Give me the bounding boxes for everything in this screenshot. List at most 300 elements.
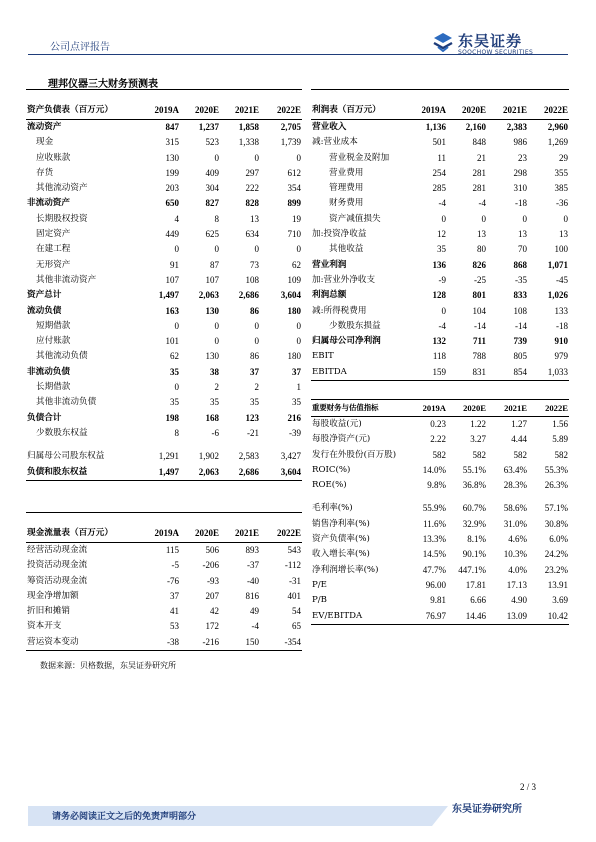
cell-value: 13 bbox=[559, 229, 568, 240]
row-label: 发行在外股份(百万股) bbox=[312, 449, 397, 460]
table-row bbox=[26, 273, 302, 288]
table-row bbox=[311, 547, 569, 562]
table-row bbox=[311, 258, 569, 273]
cell-value: 35 bbox=[292, 397, 301, 408]
cell-value: -35 bbox=[515, 274, 527, 285]
cell-value: 133 bbox=[554, 305, 568, 316]
report-type-label: 公司点评报告 bbox=[50, 42, 110, 53]
cell-value: 159 bbox=[407, 365, 447, 381]
cell-value: 2,960 bbox=[547, 122, 568, 132]
cell-value: -14 bbox=[515, 320, 527, 331]
cell-value: 42 bbox=[210, 606, 219, 617]
spacer-row bbox=[26, 441, 302, 449]
cell-value: 0 bbox=[563, 213, 568, 224]
table-row bbox=[26, 380, 302, 395]
cell-value: 833 bbox=[513, 290, 527, 301]
cell-value: 354 bbox=[287, 183, 301, 194]
cell-value: 315 bbox=[165, 137, 179, 148]
table-header-row bbox=[26, 513, 302, 543]
table-row bbox=[311, 417, 569, 433]
cell-value: 0 bbox=[174, 320, 179, 331]
page-number: 2 / 3 bbox=[519, 782, 536, 792]
cell-value: 17.81 bbox=[465, 579, 486, 590]
cell-value: 180 bbox=[287, 305, 301, 316]
cell-value: 4 bbox=[174, 213, 179, 224]
row-label: 短期借款 bbox=[36, 320, 71, 331]
row-label: 营业利润 bbox=[312, 259, 347, 270]
cell-value: 23.2% bbox=[544, 564, 568, 575]
table-row bbox=[26, 395, 302, 410]
cell-value: 634 bbox=[245, 229, 259, 240]
cell-value: 0 bbox=[214, 244, 219, 255]
cell-value: -45 bbox=[556, 274, 568, 285]
cell-value bbox=[407, 493, 447, 501]
cell-value: 2,583 bbox=[238, 451, 259, 462]
cell-value: 58.6% bbox=[503, 503, 527, 514]
cell-value: -4 bbox=[251, 621, 259, 632]
cell-value: 150 bbox=[220, 635, 260, 651]
cell-value: 24.2% bbox=[544, 549, 568, 560]
cell-value: -9 bbox=[438, 274, 446, 285]
cell-value: 523 bbox=[205, 137, 219, 148]
cell-value: -31 bbox=[289, 575, 301, 586]
cell-value: 3,604 bbox=[260, 465, 302, 481]
table-row bbox=[311, 532, 569, 547]
row-label: 现金净增加额 bbox=[27, 590, 79, 601]
cell-value: 57.1% bbox=[544, 503, 568, 514]
cell-value: -37 bbox=[247, 560, 259, 571]
cell-value: 827 bbox=[205, 198, 219, 209]
table-row bbox=[311, 273, 569, 288]
cell-value: 30.8% bbox=[544, 518, 568, 529]
row-label: 归属母公司净利润 bbox=[312, 336, 381, 347]
cell-value: 625 bbox=[205, 229, 219, 240]
cell-value: 32.9% bbox=[462, 518, 486, 529]
disclaimer-bar bbox=[28, 806, 448, 826]
table-row bbox=[26, 319, 302, 334]
cell-value bbox=[447, 493, 487, 501]
cell-value: 107 bbox=[165, 274, 179, 285]
cell-value: -206 bbox=[202, 560, 219, 571]
cell-value: 612 bbox=[287, 167, 301, 178]
row-label: 其他流动资产 bbox=[36, 183, 88, 194]
row-label: 营业收入 bbox=[312, 122, 347, 132]
cell-value: 254 bbox=[432, 167, 446, 178]
cell-value: 47.7% bbox=[422, 564, 446, 575]
row-label bbox=[26, 441, 138, 449]
cell-value: -354 bbox=[260, 635, 302, 651]
year-header: 2019A bbox=[138, 513, 180, 543]
row-label: 资产负债率(%) bbox=[312, 534, 370, 545]
cell-value: 2,705 bbox=[280, 122, 301, 132]
table-header-row bbox=[311, 90, 569, 120]
row-label: 加:投资净收益 bbox=[312, 229, 367, 240]
cell-value: 54 bbox=[292, 606, 301, 617]
cell-value: 297 bbox=[245, 167, 259, 178]
row-label: ROE(%) bbox=[312, 480, 347, 491]
footer-org: 东吴证券研究所 bbox=[452, 804, 522, 815]
table-title: 资产负债表（百万元） bbox=[26, 90, 138, 120]
table-row bbox=[311, 304, 569, 319]
cell-value: 63.4% bbox=[503, 464, 527, 475]
cell-value bbox=[220, 441, 260, 449]
cell-value: 1,033 bbox=[528, 365, 569, 381]
year-header: 2020E bbox=[180, 90, 220, 120]
row-label: 在建工程 bbox=[36, 244, 71, 255]
row-label: 毛利率(%) bbox=[312, 503, 353, 514]
cell-value: 13 bbox=[477, 229, 486, 240]
cell-value: -4 bbox=[478, 198, 486, 209]
row-label: ROIC(%) bbox=[312, 464, 351, 475]
cell-value: 0 bbox=[296, 152, 301, 163]
cell-value: -112 bbox=[284, 560, 301, 571]
cell-value: 6.66 bbox=[470, 595, 486, 606]
cell-value: 37 bbox=[250, 366, 259, 377]
table-title: 重要财务与估值指标 bbox=[311, 400, 407, 417]
cell-value: 1,739 bbox=[280, 137, 301, 148]
cell-value: 8 bbox=[214, 213, 219, 224]
row-label: 利润总额 bbox=[312, 290, 347, 301]
cell-value: 17.13 bbox=[506, 579, 527, 590]
cell-value: 35 bbox=[437, 244, 446, 255]
cell-value: -18 bbox=[515, 198, 527, 209]
cell-value: 1,858 bbox=[238, 122, 259, 132]
year-header: 2021E bbox=[487, 90, 528, 120]
table-row bbox=[26, 426, 302, 441]
cell-value: 893 bbox=[245, 545, 259, 555]
cell-value: 19 bbox=[292, 213, 301, 224]
cell-value: 281 bbox=[472, 183, 486, 194]
cell-value: 168 bbox=[205, 412, 219, 423]
cell-value: 1,902 bbox=[198, 451, 219, 462]
row-label: 经营活动现金流 bbox=[27, 545, 88, 555]
cell-value: 130 bbox=[205, 351, 219, 362]
cell-value: 1,237 bbox=[198, 122, 219, 132]
cell-value: 285 bbox=[432, 183, 446, 194]
cell-value: 199 bbox=[165, 167, 179, 178]
table-row bbox=[311, 517, 569, 532]
cell-value: 2,383 bbox=[506, 122, 527, 132]
cell-value: 4.6% bbox=[508, 534, 527, 545]
income-statement-table bbox=[311, 89, 569, 381]
row-label: 其他流动负债 bbox=[36, 351, 88, 362]
cell-value: 828 bbox=[245, 198, 259, 209]
cell-value: 13 bbox=[518, 229, 527, 240]
cell-value: -40 bbox=[247, 575, 259, 586]
cell-value: 123 bbox=[245, 412, 259, 423]
cell-value: 53 bbox=[170, 621, 179, 632]
table-row bbox=[26, 258, 302, 273]
row-label: 加:营业外净收支 bbox=[312, 274, 376, 285]
cell-value: 37 bbox=[170, 590, 179, 601]
logo-text-cn: 东吴证券 bbox=[458, 32, 523, 50]
year-header: 2022E bbox=[528, 400, 569, 417]
cell-value: 8.1% bbox=[467, 534, 486, 545]
cell-value: 0 bbox=[481, 213, 486, 224]
cell-value: 1,269 bbox=[547, 137, 568, 148]
row-label: 收入增长率(%) bbox=[312, 549, 370, 560]
row-label: 投资活动现金流 bbox=[27, 560, 88, 571]
balance-sheet-table bbox=[26, 89, 302, 481]
cell-value bbox=[138, 441, 180, 449]
table-row bbox=[311, 563, 569, 578]
cell-value: 26.3% bbox=[544, 480, 568, 491]
row-label: EV/EBITDA bbox=[311, 609, 407, 625]
cell-value: 76.97 bbox=[407, 609, 447, 625]
cell-value: 0 bbox=[214, 336, 219, 347]
cell-value: 36.8% bbox=[462, 480, 486, 491]
cell-value: 60.7% bbox=[462, 503, 486, 514]
cell-value: 582 bbox=[472, 449, 486, 460]
cell-value: 0.23 bbox=[430, 419, 446, 429]
table-row bbox=[311, 227, 569, 242]
table-row bbox=[311, 196, 569, 211]
cell-value: 0 bbox=[522, 213, 527, 224]
cell-value: 37 bbox=[292, 366, 301, 377]
cell-value: 80 bbox=[477, 244, 486, 255]
cell-value: -25 bbox=[474, 274, 486, 285]
year-header: 2022E bbox=[260, 513, 302, 543]
table-row bbox=[311, 334, 569, 349]
row-label: EBIT bbox=[312, 351, 334, 362]
cell-value: 447.1% bbox=[458, 564, 486, 575]
row-label: 筹资活动现金流 bbox=[27, 575, 88, 586]
table-row bbox=[26, 543, 302, 559]
cell-value: -18 bbox=[556, 320, 568, 331]
cell-value: 73 bbox=[250, 259, 259, 270]
table-row bbox=[26, 212, 302, 227]
table-row bbox=[26, 135, 302, 150]
table-row bbox=[26, 449, 302, 464]
table-row bbox=[311, 432, 569, 447]
table-row bbox=[311, 365, 569, 381]
cell-value: 1.56 bbox=[552, 419, 568, 429]
table-row bbox=[311, 181, 569, 196]
row-label: 折旧和摊销 bbox=[27, 606, 70, 617]
year-header: 2020E bbox=[180, 513, 220, 543]
table-header-row bbox=[311, 400, 569, 417]
cell-value: -21 bbox=[247, 427, 259, 438]
row-label: 每股收益(元) bbox=[312, 419, 362, 429]
year-header: 2019A bbox=[407, 90, 447, 120]
cash-flow-table bbox=[26, 512, 302, 651]
cell-value: -6 bbox=[211, 427, 219, 438]
table-row bbox=[26, 181, 302, 196]
cell-value: 650 bbox=[165, 198, 179, 209]
cell-value: 1,026 bbox=[547, 290, 568, 301]
cell-value: 310 bbox=[513, 183, 527, 194]
cell-value: 0 bbox=[254, 320, 259, 331]
cell-value: 13.3% bbox=[422, 534, 446, 545]
cell-value: 207 bbox=[205, 590, 219, 601]
cell-value: 986 bbox=[513, 137, 527, 148]
cell-value: 5.89 bbox=[552, 434, 568, 445]
cell-value: 115 bbox=[165, 545, 179, 555]
row-label: 无形资产 bbox=[36, 259, 71, 270]
cell-value: 216 bbox=[287, 412, 301, 423]
cell-value: -5 bbox=[171, 560, 179, 571]
cell-value: 401 bbox=[287, 590, 301, 601]
cell-value: 28.3% bbox=[503, 480, 527, 491]
table-row bbox=[26, 349, 302, 364]
cell-value: 41 bbox=[170, 606, 179, 617]
year-header: 2022E bbox=[528, 90, 569, 120]
cell-value: 14.46 bbox=[447, 609, 487, 625]
row-label: 营运资本变动 bbox=[26, 635, 138, 651]
row-label: P/B bbox=[312, 595, 327, 606]
cell-value: 801 bbox=[472, 290, 486, 301]
cell-value: 298 bbox=[513, 167, 527, 178]
table-row bbox=[26, 365, 302, 380]
disclaimer-text: 请务必阅读正文之后的免责声明部分 bbox=[52, 812, 197, 822]
cell-value: 14.0% bbox=[422, 464, 446, 475]
table-row bbox=[311, 501, 569, 516]
row-label: 每股净资产(元) bbox=[312, 434, 371, 445]
cell-value: 118 bbox=[432, 351, 446, 362]
logo-mark-icon bbox=[432, 32, 454, 52]
cell-value: 65 bbox=[292, 621, 301, 632]
table-row bbox=[311, 478, 569, 493]
row-label: 少数股东权益 bbox=[36, 427, 88, 438]
cell-value: 38 bbox=[210, 366, 219, 377]
cell-value: 0 bbox=[296, 336, 301, 347]
cell-value: 2,686 bbox=[238, 290, 259, 301]
cell-value: 21 bbox=[477, 152, 486, 163]
cell-value: 1,136 bbox=[425, 122, 446, 132]
row-label: 资产总计 bbox=[27, 290, 62, 301]
cell-value: 0 bbox=[296, 244, 301, 255]
cell-value: 35 bbox=[170, 397, 179, 408]
cell-value: 130 bbox=[205, 305, 219, 316]
cell-value: 29 bbox=[559, 152, 568, 163]
row-label: 减:所得税费用 bbox=[312, 305, 367, 316]
cell-value: 0 bbox=[174, 244, 179, 255]
row-label: EBITDA bbox=[311, 365, 407, 381]
cell-value: 35 bbox=[210, 397, 219, 408]
cell-value: 163 bbox=[165, 305, 179, 316]
cell-value: 788 bbox=[472, 351, 486, 362]
cell-value: 4.44 bbox=[511, 434, 527, 445]
cell-value: 4.0% bbox=[508, 564, 527, 575]
cell-value: 8 bbox=[174, 427, 179, 438]
row-label: 减:营业成本 bbox=[312, 137, 358, 148]
page-title: 理邦仪器三大财务预测表 bbox=[48, 79, 158, 90]
cell-value: 90.1% bbox=[462, 549, 486, 560]
cell-value: 710 bbox=[287, 229, 301, 240]
cell-value: 104 bbox=[472, 305, 486, 316]
cell-value: 0 bbox=[214, 320, 219, 331]
cell-value bbox=[180, 441, 220, 449]
key-ratios-table bbox=[311, 399, 569, 625]
table-title: 现金流量表（百万元） bbox=[26, 513, 138, 543]
cell-value: 848 bbox=[472, 137, 486, 148]
cell-value: 91 bbox=[170, 259, 179, 270]
cell-value: -4 bbox=[438, 320, 446, 331]
cell-value: 108 bbox=[245, 274, 259, 285]
row-label: 应收账款 bbox=[36, 152, 71, 163]
cell-value: 222 bbox=[245, 183, 259, 194]
row-label: 其他非流动负债 bbox=[36, 397, 97, 408]
table-header-row bbox=[26, 90, 302, 120]
cell-value: -76 bbox=[167, 575, 179, 586]
row-label: 净利润增长率(%) bbox=[312, 564, 379, 575]
cell-value: 831 bbox=[447, 365, 487, 381]
cell-value: 355 bbox=[554, 167, 568, 178]
data-source-note: 数据来源：贝格数据，东吴证券研究所 bbox=[40, 661, 176, 670]
spacer-row bbox=[311, 493, 569, 501]
table-row bbox=[311, 166, 569, 181]
table-row bbox=[26, 166, 302, 181]
table-row bbox=[26, 242, 302, 257]
cell-value: 198 bbox=[165, 412, 179, 423]
cell-value bbox=[260, 441, 302, 449]
row-label: 存货 bbox=[36, 167, 54, 178]
cell-value: 385 bbox=[554, 183, 568, 194]
company-logo bbox=[432, 30, 556, 60]
cell-value: 0 bbox=[441, 213, 446, 224]
cell-value: -36 bbox=[556, 198, 568, 209]
table-row bbox=[311, 448, 569, 463]
cell-value: 979 bbox=[554, 351, 568, 362]
cell-value: 14.5% bbox=[422, 549, 446, 560]
cell-value: 109 bbox=[287, 274, 301, 285]
row-label: 归属母公司股东权益 bbox=[27, 451, 105, 462]
cell-value: 12 bbox=[437, 229, 446, 240]
cell-value: 1,338 bbox=[238, 137, 259, 148]
cell-value: 55.3% bbox=[544, 464, 568, 475]
cell-value: 107 bbox=[205, 274, 219, 285]
table-row bbox=[311, 593, 569, 608]
row-label: 营业费用 bbox=[329, 167, 364, 178]
row-label: 其他非流动资产 bbox=[36, 274, 97, 285]
row-label: 营业税金及附加 bbox=[329, 152, 390, 163]
table-row bbox=[311, 120, 569, 136]
cell-value: 2 bbox=[214, 382, 219, 393]
cell-value: -14 bbox=[474, 320, 486, 331]
cell-value: 0 bbox=[254, 152, 259, 163]
cell-value: 711 bbox=[472, 336, 486, 347]
cell-value: 3,427 bbox=[280, 451, 301, 462]
row-label: 应付账款 bbox=[36, 336, 71, 347]
cell-value: 101 bbox=[165, 336, 179, 347]
table-row bbox=[26, 619, 302, 634]
year-header: 2020E bbox=[447, 90, 487, 120]
cell-value: 0 bbox=[174, 382, 179, 393]
row-label: 销售净利率(%) bbox=[312, 518, 370, 529]
cell-value: 9.81 bbox=[430, 595, 446, 606]
year-header: 2021E bbox=[487, 400, 528, 417]
table-row bbox=[311, 349, 569, 364]
cell-value: -38 bbox=[138, 635, 180, 651]
cell-value: 0 bbox=[254, 336, 259, 347]
cell-value: 70 bbox=[518, 244, 527, 255]
cell-value: 13.09 bbox=[487, 609, 528, 625]
table-row bbox=[26, 120, 302, 136]
cell-value: -4 bbox=[438, 198, 446, 209]
row-label: 财务费用 bbox=[329, 198, 364, 209]
cell-value: 281 bbox=[472, 167, 486, 178]
cell-value: 180 bbox=[287, 351, 301, 362]
cell-value: 899 bbox=[287, 198, 301, 209]
cell-value: 854 bbox=[487, 365, 528, 381]
year-header: 2022E bbox=[260, 90, 302, 120]
cell-value: 31.0% bbox=[503, 518, 527, 529]
cell-value: 847 bbox=[165, 122, 179, 132]
cell-value: 409 bbox=[205, 167, 219, 178]
row-label: 流动负债 bbox=[27, 305, 62, 316]
cell-value: 805 bbox=[513, 351, 527, 362]
row-label: 固定资产 bbox=[36, 229, 71, 240]
